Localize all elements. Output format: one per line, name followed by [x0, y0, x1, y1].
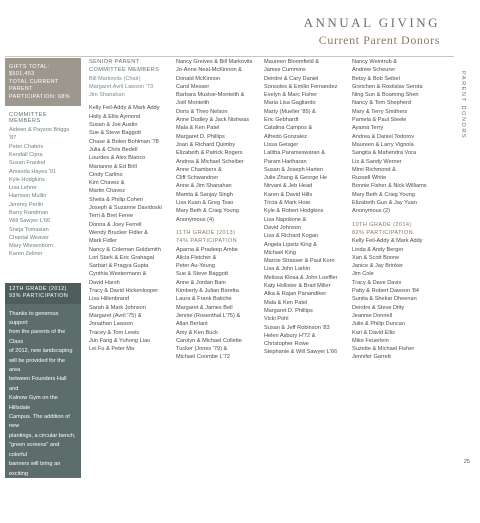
grade-12-block	[5, 283, 81, 515]
donor-name: Nancy & Coleman Goldsmith	[89, 246, 161, 253]
donor-name: Maria Lisa Gagliardo	[264, 100, 316, 107]
donor-name: Kelly Feil-Addy & Mark Addy	[89, 105, 160, 112]
donor-name: Maureen & Larry Vignola	[352, 141, 414, 148]
donor-name: Elizabeth & Patrick Rogers	[176, 150, 243, 157]
donor-name: Deirdre & Cary Daniel	[264, 75, 319, 82]
donor-name: Marty (Mueller '85) &	[264, 108, 316, 115]
donor-name: Lisa Napolione &	[264, 216, 307, 223]
donor-name: Peter Au-Yeung	[176, 263, 215, 270]
donor-name: Susan & Jeff Robinson '83	[264, 324, 330, 331]
donor-name: Wendy Brucker Fidler &	[89, 229, 148, 236]
donor-name: Param Hariharan	[264, 158, 307, 165]
donor-name: Lori Stark & Eric Grahagal	[89, 254, 154, 261]
donor-name: Holly & Ellis Aymond	[89, 113, 141, 120]
donor-name: Suzette & Michael Fisher	[352, 346, 415, 353]
donor-name: Anne Chambers &	[176, 166, 222, 173]
donor-name: Jim Cole	[352, 271, 374, 278]
committee-member: Bill Markovits (Chair)	[89, 75, 141, 82]
donor-name: Helen Asbury H'72 &	[264, 332, 316, 339]
donor-name: Laura & Frank Batiche	[176, 296, 232, 303]
committee-member: Chantal Weaver	[9, 234, 50, 241]
grade-10-participation: 82% PARTICIPATION	[352, 229, 414, 236]
committee-member: Sneja Tomasian	[9, 226, 49, 233]
donor-name: Susan & Joseph Harten	[264, 166, 324, 173]
donor-name: Jennie (Rosenthal L'75) &	[176, 312, 241, 319]
column-3	[264, 58, 348, 357]
grade-12-paragraph	[5, 304, 81, 523]
donor-name: Anonymous (4)	[176, 216, 214, 223]
donor-name: Kim Chavez &	[89, 180, 125, 187]
donor-name: Sangita & Mahendra Vora	[352, 150, 417, 157]
column-2	[176, 58, 260, 362]
committee-member: Jeremy Perlin	[9, 201, 44, 208]
donor-name: Lisa & Richard Kogan	[264, 233, 319, 240]
donor-name: Marcie Strasser & Paul Korn	[264, 258, 335, 265]
donor-name: Ning Sun & Boaming Shen	[352, 92, 419, 99]
donor-name: Nancy Weintrub &	[352, 59, 397, 65]
donor-name: Betsy & Bob Seibel	[352, 75, 400, 82]
donor-name: Katy Hollister & Brad Miller	[264, 283, 331, 290]
donor-list-col3	[264, 58, 348, 357]
paragraph-line: important part of the campus.	[9, 498, 60, 515]
donor-name: Margaret (Avril '75) &	[89, 312, 142, 319]
committee-member: Barry Randman	[9, 210, 49, 216]
donor-name: Carolyn & Michael Collette	[176, 337, 242, 344]
committee-member: Harrison Mullin	[9, 193, 47, 200]
grade-10-title: 10TH GRADE (2014)	[352, 221, 412, 228]
donor-name: Andrew Scheurer	[352, 67, 396, 74]
committee-member: Karen Zeliner	[9, 251, 43, 258]
donor-name: Margaret D. Phillips	[264, 307, 313, 314]
donor-name: Anne & Jordan Bain	[176, 279, 226, 286]
column-4	[352, 58, 432, 362]
donor-name: Mary Beth & Craig Young	[176, 208, 239, 215]
donor-name: Evelyn & Marc Fisher	[264, 92, 318, 99]
committee-member: Will Sawyer L'66	[9, 218, 51, 225]
donor-name: Cindy Carlino	[89, 171, 123, 178]
paragraph-line: "green screens" and colorful	[9, 442, 60, 458]
donor-name: Kari & David Ellis	[352, 329, 395, 336]
donor-name: Pamela & Paul Steele	[352, 117, 407, 124]
donor-name: Chase & Bolen Bohlman '78	[89, 138, 159, 145]
donor-name: Eric Gebhardt	[264, 117, 299, 124]
committee-heading: COMMITTEE MEMBERS	[9, 112, 48, 125]
donor-name: Jennifer Garrett	[352, 354, 391, 361]
donor-list-col4-b	[352, 237, 432, 361]
donor-name: Kelly Feil-Addy & Mark Addy	[352, 238, 423, 245]
paragraph-line: banners will bring an exciting	[9, 461, 61, 477]
donor-name: Melissa Klosa & John Loeffler	[264, 274, 338, 281]
paragraph-line: between Founders Hall and	[9, 376, 67, 392]
participation-line-2: PARTICIPATION: 68%	[9, 93, 71, 100]
grade-12-title: 12TH GRADE (2012)	[9, 286, 67, 292]
donor-name: Anne & Jim Shanahan	[176, 183, 232, 190]
participation-line-1: TOTAL CURRENT PARENT	[9, 78, 59, 93]
donor-name: Xan & Scott Boone	[352, 254, 400, 261]
sidebar	[5, 58, 81, 515]
donor-name: David Johnson	[264, 224, 302, 231]
donor-name: Mala & Ken Patel	[176, 125, 220, 132]
donor-name: Lei Fu & Peter Ma	[89, 346, 135, 353]
donor-name: Doris & Theo Nelson	[176, 108, 228, 115]
donor-name: Elizabeth Guo & Jay Yuan	[352, 200, 417, 207]
donor-name: Cynthia Westermann &	[89, 271, 147, 278]
donor-name: Terri & Bret Feree	[89, 213, 134, 220]
donor-name: Alka & Rajan Panandiker	[264, 291, 327, 298]
senior-committee-heading-2: COMMITTEE MEMBERS	[89, 67, 160, 74]
donor-name: Sarah & Mark Johnson	[89, 304, 146, 311]
donor-name: Michael Coombe L'72	[176, 354, 230, 361]
donor-name: Marianne & Ed Brill	[89, 163, 137, 170]
donor-name: Tracey & Tom Lewis	[89, 329, 140, 336]
paragraph-line: Kalnow Gym on the Hillsdale	[9, 395, 58, 411]
donor-name: Julia & Chris Bedell	[89, 146, 138, 153]
donor-name: Jo-Anne Neal-McKinnon &	[176, 67, 242, 74]
senior-committee-heading-1: SENIOR PARENT	[89, 59, 140, 65]
paragraph-line: plantings, a circular bench,	[9, 432, 76, 439]
donor-name: Mark Fidler	[89, 238, 117, 245]
section-tab	[454, 56, 472, 154]
donor-name: Deirdre & Steve Ditty	[352, 304, 405, 311]
donor-name: Cliff Schwandner	[176, 175, 219, 182]
donor-name: Maureen Bloomfield &	[264, 59, 320, 65]
donor-name: Mala & Ken Patel	[264, 299, 308, 306]
donor-name: Joan & Richard Quimby	[176, 141, 236, 148]
grade-11-participation: 74% PARTICIPATION	[176, 238, 238, 245]
donor-name: Patty & Robert Dawson '84	[352, 288, 419, 295]
donor-list-col4-a	[352, 58, 432, 216]
donor-name: Lisa Kuan & Greg Tsao	[176, 200, 234, 207]
donor-name: Russell White	[352, 175, 387, 182]
donor-name: Mary Beth & Craig Young	[352, 191, 415, 198]
paragraph-line: Campus. The addition of new	[9, 414, 70, 430]
donor-name: Vicki Pohl	[264, 316, 289, 323]
donor-name: Nancy & Tom Shepherd	[352, 100, 411, 107]
column-1	[89, 58, 171, 353]
paragraph-line: from the parents of the Class	[9, 329, 66, 345]
donor-list-col2-a	[176, 58, 260, 224]
donor-name: Margaret D. Phillips	[176, 133, 225, 140]
donor-name: Mamta & Sanjay Singh	[176, 191, 233, 198]
paragraph-line: of 2012, new landscaping	[9, 348, 73, 355]
donor-name: Susan & Joe Austin	[89, 122, 138, 129]
donor-name: Lisa & John Larkin	[264, 266, 311, 273]
committee-list	[5, 126, 81, 259]
donor-name: Donna & Joey Ferrell	[89, 221, 142, 228]
donor-name: Tucker (Jones '79) &	[176, 346, 228, 353]
donor-list-col1	[89, 104, 171, 353]
donor-name: Jun Fang & Yuhong Liao	[89, 337, 151, 344]
gifts-summary	[5, 58, 81, 106]
donor-name: Sarbari & Pragya Gupta	[89, 263, 149, 270]
committee-member: Peter Chabris	[9, 143, 44, 150]
donor-name: Kimberly & Julian Baretta	[176, 288, 239, 295]
donor-name: Lisa Hillenbrand	[89, 296, 130, 303]
donor-name: Margaret & James Bell	[176, 304, 233, 311]
donor-name: David Harsh	[89, 279, 120, 286]
senior-committee-list	[89, 75, 171, 100]
donor-name: Sue & Steve Baggott	[89, 130, 141, 137]
header-rule	[5, 56, 472, 57]
donor-name: Linda & Andy Berger	[352, 246, 404, 253]
donor-name: Barbara Mustoe-Monteith &	[176, 92, 245, 99]
donor-name: Andrea & Michael Scheiber	[176, 158, 244, 165]
donor-name: Lalitha Parameswaran &	[264, 150, 325, 157]
page-subtitle: Current Parent Donors	[318, 33, 440, 47]
page-title: ANNUAL GIVING	[303, 15, 440, 30]
committee-member: Kyle Hodgkins	[9, 176, 45, 183]
donor-name: Andrea & Daniel Todorov	[352, 133, 415, 140]
committee-member: Kendall Cipra	[9, 151, 43, 158]
page-number: 25	[463, 459, 470, 465]
donor-name: Tracy & Dave Davis	[352, 279, 402, 286]
donor-name: Mimi Richmond &	[352, 166, 396, 173]
donor-name: Catalina Campos &	[264, 125, 313, 132]
donor-name: Alfredo Gonzalez	[264, 133, 307, 140]
donor-name: Allan Berlant	[176, 321, 208, 328]
donor-name: Julie Zhang & George He	[264, 175, 328, 182]
section-tab-label: PARENT DONORS	[460, 70, 466, 140]
donor-name: Joël Monteith	[176, 100, 210, 107]
committee-member: Mary Wiesenborn	[9, 243, 53, 250]
grade-12-heading	[5, 283, 81, 304]
donor-name: Tricia & Mark Hoar	[264, 200, 311, 207]
donor-name: Anonymous (2)	[352, 208, 390, 215]
donor-name: Bonnie Fisher & Nick Williams	[352, 183, 427, 190]
donor-name: Jonathan Lawson	[89, 321, 133, 328]
donor-name: Sunita & Shekar Dheenan	[352, 296, 417, 303]
donor-name: Michael King	[264, 249, 297, 256]
donor-list-col2-b	[176, 246, 260, 362]
donor-name: Janice & Jay Brinker	[352, 263, 403, 270]
donor-name: Nirvani & Jeb Head	[264, 183, 313, 190]
donor-name: Sue & Steve Baggott	[176, 271, 228, 278]
donor-name: Kyle & Robert Hodgkins	[264, 208, 324, 215]
donor-name: Nancy Greives & Bill Markovits	[176, 59, 253, 65]
paragraph-line: will be provided for the area	[9, 357, 65, 374]
grade-12-participation: 93% PARTICIPATION	[9, 293, 69, 300]
committee-member: Lisa Lehrer	[9, 185, 37, 192]
donor-name: Ayama Terry	[352, 125, 384, 132]
donor-name: Lourdes & Alex Blanco	[89, 155, 146, 162]
donor-name: Sheila & Philip Cohen	[89, 196, 144, 203]
donor-name: Tracy & David Hickenlooper	[89, 288, 159, 295]
donor-name: Carol Messer	[176, 83, 210, 90]
donor-name: Martin Chavez	[89, 188, 126, 195]
donor-name: Angela Lipsitz King &	[264, 241, 317, 248]
donor-name: Julie & Philip Duncan	[352, 321, 405, 328]
donor-name: Joseph & Suzanne Davidoski	[89, 205, 162, 212]
donor-name: James Cummins	[264, 67, 306, 74]
gifts-total: GIFTS TOTAL: $501,453	[9, 64, 50, 78]
donor-name: Jeannie Donnell	[352, 312, 393, 319]
donor-name: Stephanie & Will Sawyer L'66	[264, 349, 338, 356]
committee-member: Susan Frankel	[9, 160, 46, 167]
donor-name: Karen & David Hills	[264, 191, 313, 198]
donor-name: Lissa Geisger	[264, 141, 299, 148]
donor-name: Mike Feuerlein	[352, 337, 389, 344]
donor-name: Amy & Ken Buck	[176, 329, 218, 336]
paragraph-line: Thanks to generous support	[9, 310, 59, 326]
donor-name: Anne Dudley & Jack Nishwas	[176, 117, 250, 124]
grade-11-title: 11TH GRADE (2013)	[176, 229, 236, 236]
committee-member: Margaret Avril Lawson '73	[89, 83, 154, 90]
paragraph-line: and fresh look and feel to this	[9, 479, 72, 496]
donor-name: Sonsoles & Emilio Fernandez	[264, 83, 338, 90]
donor-name: Aparna & Pradeep Ambe	[176, 246, 238, 253]
committee-member: Amanda Hayes '91	[9, 168, 57, 175]
donor-name: Christopher Rowe	[264, 341, 309, 348]
donor-name: Liz & Sandy Werner	[352, 158, 402, 165]
donor-name: Mary & Terry Smithers	[352, 108, 408, 115]
donor-name: Alicia Fletcher &	[176, 254, 217, 261]
committee-member: Aideen & Payson Briggs '87	[9, 127, 70, 142]
donor-name: Donald McKinnon	[176, 75, 221, 82]
committee-member: Jim Shanahan	[89, 92, 125, 99]
donor-name: Gretchen & Rostislav Serota	[352, 83, 423, 90]
